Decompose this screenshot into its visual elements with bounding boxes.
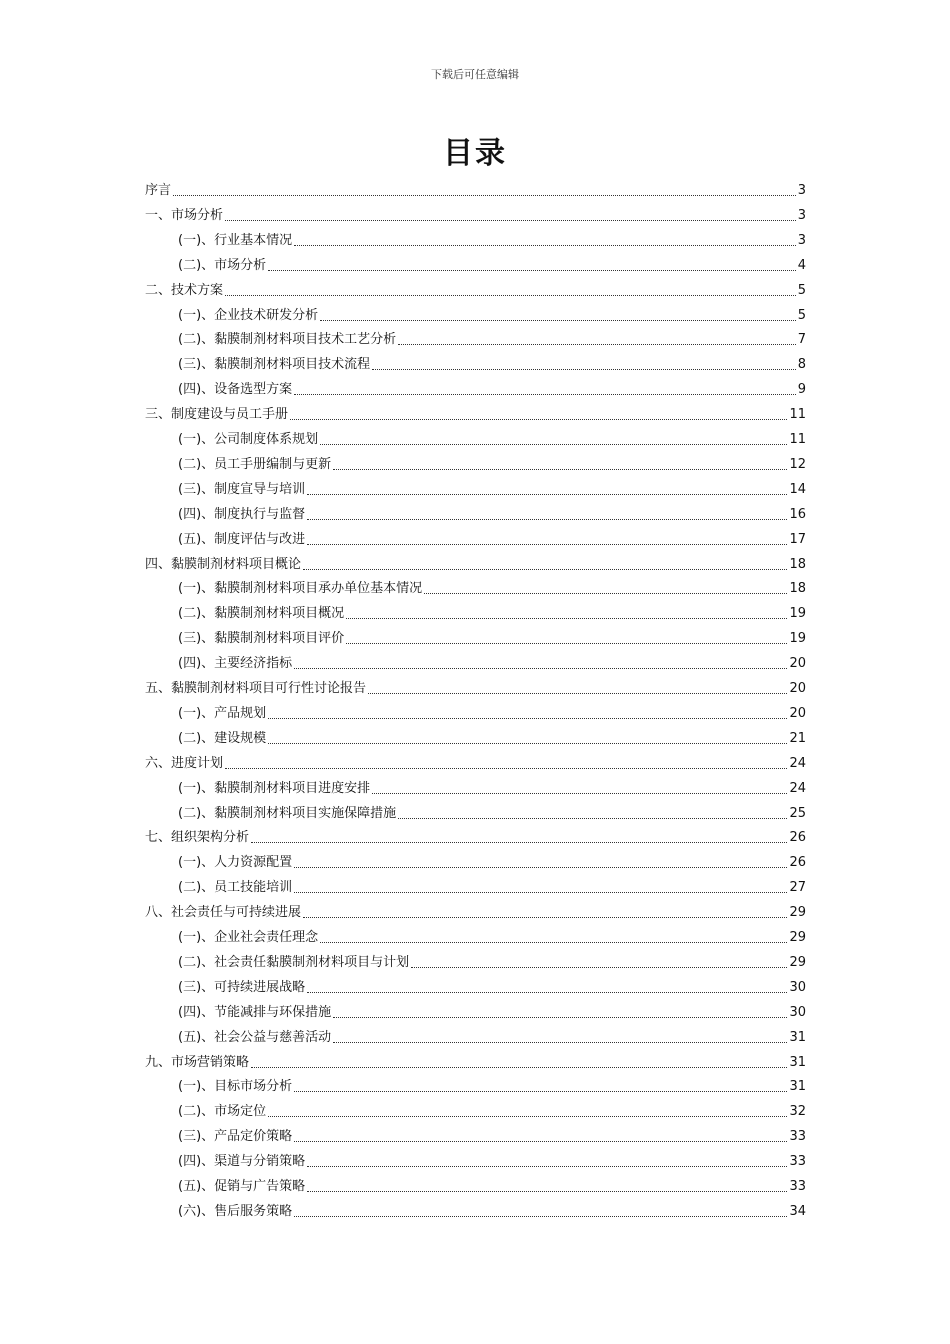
toc-entry-page-number: 4 [797, 257, 806, 273]
toc-entry-label: (五)、制度评估与改进 [178, 531, 306, 547]
toc-dot-leader [294, 394, 796, 395]
toc-entry-page-number: 30 [789, 979, 806, 995]
toc-entry[interactable] [178, 698, 806, 722]
toc-entry[interactable] [178, 1196, 806, 1220]
toc-entry[interactable] [178, 1146, 806, 1170]
toc-entry-label: 九、市场营销策略 [145, 1054, 250, 1070]
toc-entry-page-number: 26 [789, 830, 806, 846]
toc-entry-page-number: 33 [789, 1154, 806, 1170]
toc-entry-label: (五)、促销与广告策略 [178, 1179, 306, 1194]
toc-entry[interactable] [178, 847, 806, 871]
toc-entry-label: 四、黏膜制剂材料项目概论 [145, 556, 302, 572]
toc-entry[interactable] [178, 872, 806, 896]
toc-entry-label: 序言 [145, 183, 172, 198]
toc-dot-leader [346, 643, 787, 644]
toc-entry[interactable] [145, 275, 806, 299]
toc-entry-page-number: 19 [789, 631, 806, 647]
toc-dot-leader [411, 967, 787, 968]
toc-dot-leader [307, 494, 787, 495]
toc-entry-label: (四)、主要经济指标 [178, 656, 293, 672]
toc-entry[interactable] [178, 947, 806, 971]
toc-entry-label: (二)、建设规模 [178, 730, 267, 746]
toc-dot-leader [268, 718, 787, 719]
toc-entry[interactable] [145, 748, 806, 772]
toc-dot-leader [294, 245, 796, 246]
toc-entry-page-number: 7 [797, 332, 806, 348]
toc-entry-label: (二)、黏膜制剂材料项目概况 [178, 606, 345, 622]
toc-entry-page-number: 20 [789, 681, 806, 696]
toc-entry-label: 六、进度计划 [145, 755, 224, 771]
toc-dot-leader [307, 1166, 787, 1167]
toc-entry[interactable] [145, 549, 806, 573]
toc-entry-label: (一)、人力资源配置 [178, 855, 293, 871]
toc-entry-page-number: 5 [797, 307, 806, 323]
toc-dot-leader [320, 942, 787, 943]
toc-dot-leader [294, 1216, 787, 1217]
toc-entry[interactable] [178, 1022, 806, 1046]
toc-entry-label: (一)、行业基本情况 [178, 232, 293, 248]
toc-dot-leader [320, 444, 787, 445]
toc-entry-page-number: 8 [797, 357, 806, 373]
toc-entry-label: (四)、渠道与分销策略 [178, 1154, 306, 1170]
toc-entry-label: 五、黏膜制剂材料项目可行性讨论报告 [145, 681, 367, 696]
toc-dot-leader [333, 1017, 787, 1018]
toc-entry-page-number: 16 [789, 506, 806, 522]
toc-entry-page-number: 3 [797, 207, 806, 223]
toc-dot-leader [398, 818, 787, 819]
toc-entry[interactable] [178, 997, 806, 1021]
toc-dot-leader [251, 1067, 787, 1068]
toc-dot-leader [303, 569, 787, 570]
toc-entry-page-number: 26 [789, 855, 806, 871]
toc-dot-leader [225, 768, 787, 769]
toc-dot-leader [268, 270, 796, 271]
toc-entry[interactable] [145, 673, 806, 697]
toc-entry-label: 一、市场分析 [145, 207, 224, 223]
toc-dot-leader [225, 220, 796, 221]
toc-dot-leader [251, 842, 787, 843]
toc-dot-leader [320, 320, 796, 321]
toc-entry-page-number: 34 [789, 1203, 806, 1219]
toc-entry-page-number: 31 [789, 1079, 806, 1095]
toc-entry[interactable] [178, 773, 806, 797]
toc-entry-page-number: 11 [789, 407, 806, 423]
toc-entry-page-number: 18 [789, 556, 806, 572]
toc-entry-page-number: 5 [797, 282, 806, 298]
toc-entry-page-number: 19 [789, 606, 806, 622]
toc-dot-leader [294, 1091, 787, 1092]
toc-dot-leader [294, 668, 787, 669]
toc-entry-label: (四)、节能减排与环保措施 [178, 1004, 332, 1020]
toc-entry-label: (二)、黏膜制剂材料项目实施保障措施 [178, 805, 397, 821]
toc-entry-page-number: 33 [789, 1179, 806, 1194]
toc-entry-label: 七、组织架构分析 [145, 830, 250, 846]
toc-entry-page-number: 21 [789, 730, 806, 746]
toc-entry-label: (二)、员工手册编制与更新 [178, 456, 332, 472]
toc-entry-page-number: 20 [789, 705, 806, 721]
toc-entry[interactable] [178, 349, 806, 373]
toc-entry[interactable] [178, 1171, 806, 1195]
toc-entry-label: 八、社会责任与可持续进展 [145, 905, 302, 921]
toc-entry-page-number: 31 [789, 1029, 806, 1045]
toc-entry-label: (二)、黏膜制剂材料项目技术工艺分析 [178, 332, 397, 348]
toc-entry-label: (三)、制度宣导与培训 [178, 481, 306, 497]
toc-entry[interactable] [178, 250, 806, 274]
toc-entry[interactable] [145, 822, 806, 846]
toc-entry[interactable] [178, 300, 806, 324]
toc-entry[interactable] [178, 922, 806, 946]
toc-entry[interactable] [178, 324, 806, 348]
toc-title: 目录 [443, 136, 507, 171]
toc-entry[interactable] [178, 648, 806, 672]
toc-entry-label: (二)、市场分析 [178, 257, 267, 273]
toc-entry-page-number: 3 [797, 183, 806, 198]
toc-entry[interactable] [178, 424, 806, 448]
toc-dot-leader [346, 618, 787, 619]
toc-dot-leader [268, 743, 787, 744]
toc-dot-leader [294, 867, 787, 868]
toc-entry-page-number: 12 [789, 456, 806, 472]
toc-dot-leader [307, 519, 787, 520]
toc-entry[interactable] [178, 1096, 806, 1120]
toc-entry-label: (二)、社会责任黏膜制剂材料项目与计划 [178, 954, 410, 970]
header-note: 下载后可任意编辑 [431, 68, 519, 81]
toc-dot-leader [372, 369, 796, 370]
toc-entry[interactable] [145, 1047, 806, 1071]
toc-entry[interactable] [178, 623, 806, 647]
toc-entry[interactable] [145, 200, 806, 224]
toc-entry[interactable] [178, 723, 806, 747]
toc-entry[interactable] [178, 225, 806, 249]
toc-dot-leader [307, 992, 787, 993]
toc-dot-leader [294, 892, 787, 893]
toc-entry-page-number: 33 [789, 1129, 806, 1145]
toc-entry-page-number: 14 [789, 481, 806, 497]
toc-entry-label: 二、技术方案 [145, 282, 224, 298]
toc-dot-leader [424, 593, 787, 594]
toc-entry-label: (三)、可持续进展战略 [178, 979, 306, 995]
toc-entry-page-number: 24 [789, 780, 806, 796]
toc-entry[interactable] [178, 573, 806, 597]
toc-entry-label: 三、制度建设与员工手册 [145, 407, 289, 423]
toc-entry[interactable] [178, 499, 806, 523]
toc-dot-leader [268, 1116, 787, 1117]
toc-entry-page-number: 27 [789, 880, 806, 896]
toc-dot-leader [294, 1141, 787, 1142]
toc-entry-label: (一)、企业社会责任理念 [178, 930, 319, 945]
toc-entry-label: (一)、目标市场分析 [178, 1079, 293, 1095]
toc-entry[interactable] [178, 972, 806, 996]
toc-entry-label: (一)、公司制度体系规划 [178, 432, 319, 447]
toc-entry-page-number: 29 [789, 930, 806, 945]
toc-entry[interactable] [178, 474, 806, 498]
toc-entry-page-number: 9 [797, 382, 806, 398]
toc-dot-leader [303, 917, 787, 918]
toc-entry[interactable] [145, 175, 806, 199]
toc-dot-leader [290, 419, 787, 420]
toc-entry-label: (三)、黏膜制剂材料项目评价 [178, 631, 345, 647]
toc-entry-label: (六)、售后服务策略 [178, 1203, 293, 1219]
toc-entry[interactable] [178, 1121, 806, 1145]
toc-entry-label: (三)、产品定价策略 [178, 1129, 293, 1145]
toc-entry[interactable] [178, 449, 806, 473]
toc-dot-leader [398, 344, 796, 345]
toc-dot-leader [225, 295, 796, 296]
toc-entry[interactable] [145, 399, 806, 423]
toc-entry-page-number: 30 [789, 1004, 806, 1020]
toc-entry-page-number: 17 [789, 531, 806, 547]
toc-entry-page-number: 11 [789, 432, 806, 447]
toc-entry-label: (二)、员工技能培训 [178, 880, 293, 896]
toc-entry-label: (四)、设备选型方案 [178, 382, 293, 398]
toc-dot-leader [372, 793, 787, 794]
toc-entry[interactable] [178, 374, 806, 398]
toc-entry-label: (一)、产品规划 [178, 705, 267, 721]
toc-entry[interactable] [178, 1071, 806, 1095]
toc-dot-leader [173, 195, 796, 196]
toc-entry-page-number: 31 [789, 1054, 806, 1070]
toc-entry-label: (四)、制度执行与监督 [178, 506, 306, 522]
toc-entry[interactable] [145, 897, 806, 921]
toc-dot-leader [333, 1042, 787, 1043]
toc-entry-page-number: 29 [789, 905, 806, 921]
toc-dot-leader [368, 693, 787, 694]
toc-entry-page-number: 24 [789, 755, 806, 771]
toc-entry-page-number: 25 [789, 805, 806, 821]
toc-entry-page-number: 32 [789, 1104, 806, 1120]
toc-entry-label: (一)、企业技术研发分析 [178, 307, 319, 323]
toc-dot-leader [307, 544, 787, 545]
toc-entry-label: (三)、黏膜制剂材料项目技术流程 [178, 357, 371, 373]
toc-entry-label: (一)、黏膜制剂材料项目承办单位基本情况 [178, 581, 423, 597]
toc-entry[interactable] [178, 798, 806, 822]
toc-entry[interactable] [178, 598, 806, 622]
toc-entry-label: (二)、市场定位 [178, 1104, 267, 1120]
toc-entry-label: (五)、社会公益与慈善活动 [178, 1029, 332, 1045]
toc-entry-page-number: 3 [797, 232, 806, 248]
toc-entry-label: (一)、黏膜制剂材料项目进度安排 [178, 780, 371, 796]
toc-entry-page-number: 20 [789, 656, 806, 672]
toc-entry[interactable] [178, 524, 806, 548]
toc-entry-page-number: 29 [789, 954, 806, 970]
toc-dot-leader [333, 469, 787, 470]
toc-entry-page-number: 18 [789, 581, 806, 597]
toc-dot-leader [307, 1191, 787, 1192]
